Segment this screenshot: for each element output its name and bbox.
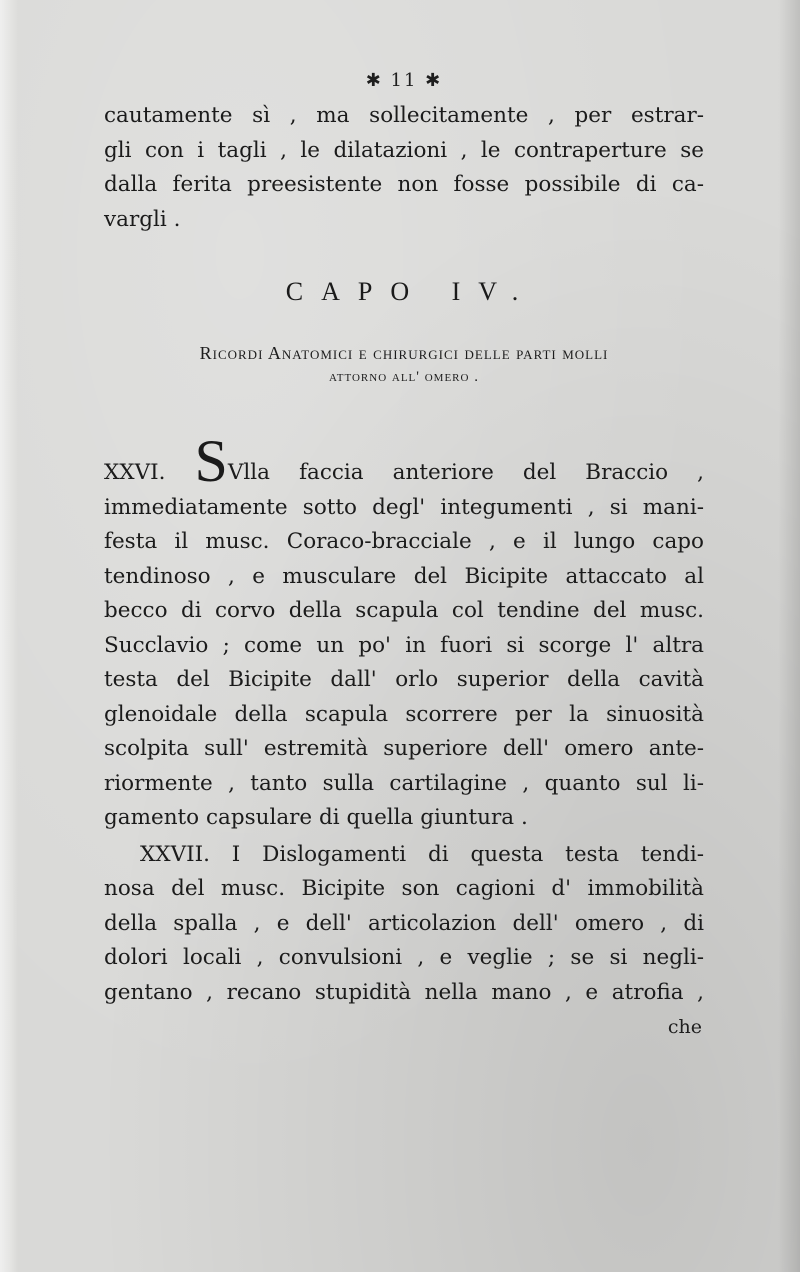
paragraph-xxvi: [104, 428, 704, 836]
paragraph-number: XXVI.: [104, 460, 166, 485]
text-line: scolpita sull' estremità superiore dell' omero ante-: [104, 736, 704, 761]
text-line: gamento capsulare di quella giuntura .: [104, 805, 528, 830]
text-line: Succlavio ; come un po' in fuori si scorge l' altra: [104, 632, 704, 658]
text-line: gli con i tagli , le dilatazioni , le contraperture se: [104, 137, 704, 163]
catchword: che: [667, 1016, 702, 1038]
chapter-title: CAPO IV.: [285, 277, 537, 306]
text-line: nosa del musc. Bicipite son cagioni d' immobilità: [104, 876, 704, 901]
text-line: becco di corvo della scapula col tendine del musc.: [104, 598, 704, 623]
text-line: gentano , recano stupidità nella mano , e atrofia ,: [104, 979, 704, 1005]
text-line: glenoidale della scapula scorrere per la sinuosità: [104, 701, 704, 727]
text-line: festa il musc. Coraco-bracciale , e il lungo capo: [104, 529, 704, 554]
drop-cap: S: [194, 428, 228, 494]
text-line: della spalla , e dell' articolazion dell' omero , di: [104, 910, 704, 936]
text-line: testa del Bicipite dall' orlo superior della cavità: [104, 667, 704, 692]
running-head: ✱ 11 ✱: [365, 70, 443, 91]
text-line: dolori locali , convulsioni , e veglie ; se si negli-: [104, 945, 704, 970]
chapter-subtitle: [104, 341, 704, 389]
text-line: tendinoso , e musculare del Bicipite attaccato al: [104, 563, 704, 589]
chapter-subtitle-line-2: attorno all' omero .: [329, 369, 479, 385]
paragraph-first-line: [104, 428, 704, 494]
text-line: XXVII. I Dislogamenti di questa testa tendi-: [140, 841, 704, 867]
text-line: dalla ferita preesistente non fosse possibile di ca-: [104, 172, 704, 197]
text-line: immediatamente sotto degl' integumenti , si mani-: [104, 494, 704, 520]
page-edge-right: [778, 0, 800, 1272]
page-edge-left: [0, 0, 18, 1272]
chapter-subtitle-line-1: Ricordi Anatomici e chirurgici delle parti molli: [199, 343, 609, 363]
paragraph-xxvii: [104, 838, 704, 1011]
opening-text: [104, 99, 704, 237]
text-line: riormente , tanto sulla cartilagine , quanto sul li-: [104, 770, 704, 796]
book-page: [104, 60, 704, 1038]
text-line: vargli .: [104, 206, 181, 232]
text-line: Vlla faccia anteriore del Braccio ,: [227, 460, 704, 485]
text-line: cautamente sì , ma sollecitamente , per estrar-: [104, 103, 704, 128]
